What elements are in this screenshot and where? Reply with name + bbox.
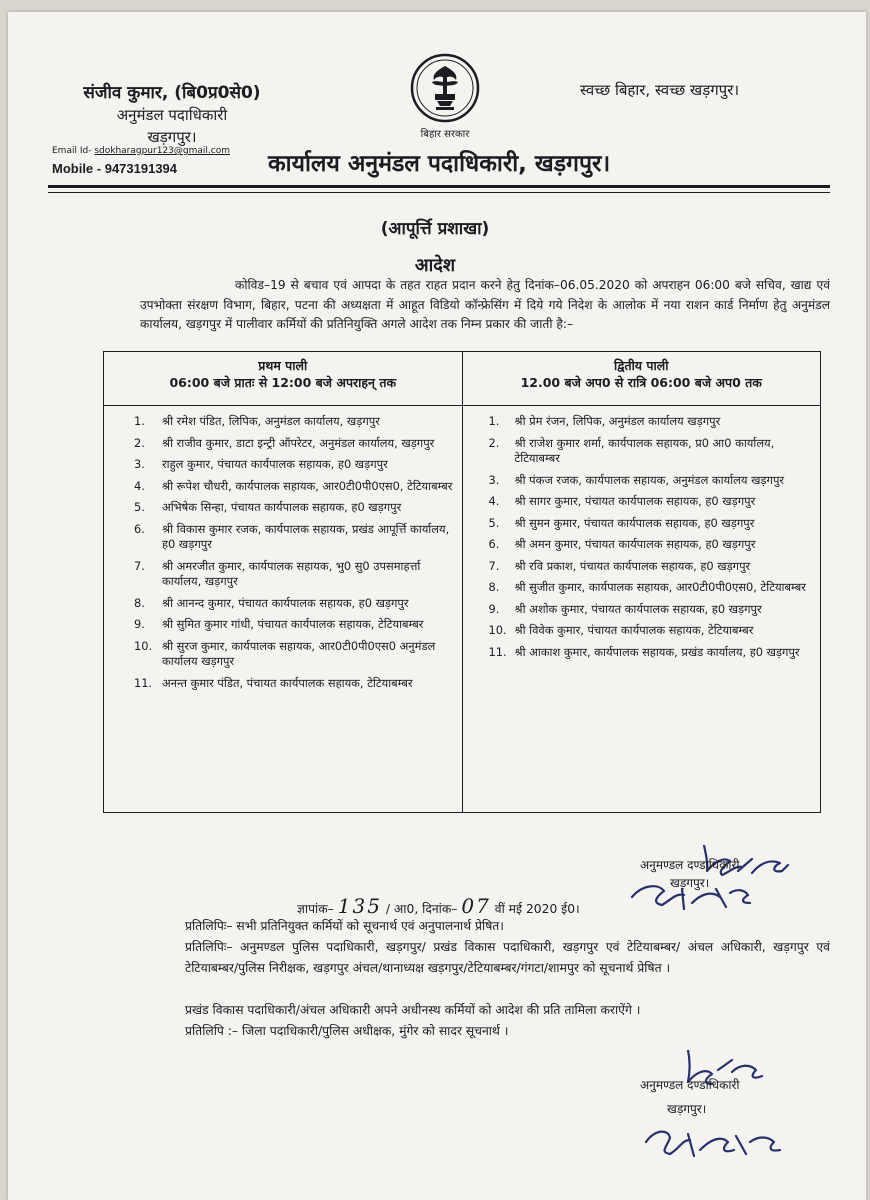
staff-number: 2.: [134, 435, 145, 450]
intro-paragraph: [140, 276, 830, 335]
staff-number: 7.: [134, 558, 145, 573]
office-title: कार्यालय अनुमंडल पदाधिकारी, खड़गपुर।: [268, 151, 611, 177]
memo-suffix: वीं मई 2020 ई0।: [494, 902, 580, 916]
staff-text: श्री सुमन कुमार, पंचायत कार्यपालक सहायक, ह0 खड़गपुर: [514, 515, 755, 530]
second-shift-title: द्वितीय पाली: [614, 358, 669, 373]
staff-item: [104, 414, 462, 430]
staff-text: श्री सुजीत कुमार, कार्यपालक सहायक, आर0टी0पी0एस0, टेटियाबम्बर: [514, 580, 806, 594]
staff-item: [104, 522, 462, 553]
staff-number: 9.: [134, 617, 145, 631]
first-shift-staff: [104, 406, 463, 813]
officer-block: [52, 80, 292, 147]
staff-item: [463, 580, 821, 596]
staff-number: 1.: [134, 414, 145, 428]
staff-item: [104, 639, 462, 670]
staff-item: [463, 559, 821, 575]
first-shift-list: [104, 414, 462, 691]
staff-text: श्री सुरज कुमार, कार्यपालक सहायक, आर0टी0पी0एस0 अनुमंडल कार्यालय खड़गपुर: [162, 638, 436, 668]
copy-line-4: प्रतिलिपि :– जिला पदाधिकारी/पुलिस अधीक्षक, मुंगेर को सादर सूचनार्थ ।: [185, 1024, 509, 1038]
staff-text: श्री रमेश पंडित, लिपिक, अनुमंडल कार्यालय, खड़गपुर: [162, 414, 380, 428]
first-shift-header: [104, 352, 463, 406]
memo-mid: / आ0, दिनांक–: [385, 902, 458, 916]
staff-item: [104, 617, 462, 633]
staff-text: अभिषेक सिन्हा, पंचायत कार्यपालक सहायक, ह0 खड़गपुर: [162, 500, 402, 514]
slogan: स्वच्छ बिहार, स्वच्छ खड़गपुर।: [580, 81, 740, 99]
staff-text: राहुल कुमार, पंचायत कार्यपालक सहायक, ह0 खड़गपुर: [162, 457, 388, 471]
officer-place: खड़गपुर।: [147, 128, 197, 146]
staff-number: 8.: [488, 580, 500, 594]
officer-designation: अनुमंडल पदाधिकारी: [116, 106, 228, 124]
staff-item: [104, 479, 462, 495]
staff-number: 1.: [488, 414, 500, 428]
email-address: sdokharagpur123@gmail.com: [94, 146, 230, 156]
signatory-designation-1: अनुमण्डल दण्डाधिकारी: [640, 858, 740, 872]
staff-number: 10.: [134, 638, 153, 653]
staff-number: 4.: [134, 478, 145, 493]
signatory-designation-2: अनुमण्डल दण्डाधिकारी: [640, 1078, 740, 1092]
staff-number: 3.: [134, 457, 145, 471]
memo-number: 135: [337, 894, 382, 918]
staff-item: [463, 537, 821, 553]
staff-text: श्री विकास कुमार रजक, कार्यपालक सहायक, प्रखंड आपूर्त्ति कार्यालय, ह0 खड़गपुर: [162, 521, 450, 551]
copy-line-1: प्रतिलिपिः– सभी प्रतिनियुक्त कर्मियों को सूचनार्थ एवं अनुपालनार्थ प्रेषित।: [185, 919, 504, 933]
staff-text: श्री अशोक कुमार, पंचायत कार्यपालक सहायक, ह0 खड़गपुर: [514, 601, 762, 616]
shift-table: [103, 351, 821, 813]
staff-number: 3.: [488, 472, 500, 487]
staff-text: श्री सुमित कुमार गांधी, पंचायत कार्यपालक सहायक, टेटियाबम्बर: [162, 617, 424, 631]
staff-number: 11.: [488, 644, 507, 659]
email-label: Email Id-: [52, 146, 92, 156]
staff-text: श्री सागर कुमार, पंचायत कार्यपालक सहायक, ह0 खड़गपुर: [514, 494, 756, 508]
second-shift-header: [462, 352, 821, 406]
staff-item: [104, 559, 462, 590]
staff-number: 8.: [134, 595, 145, 610]
staff-text: श्री विवेक कुमार, पंचायत कार्यपालक सहायक, टेटियाबम्बर: [514, 623, 754, 637]
intro-text: कोविड–19 से बचाव एवं आपदा के तहत राहत प्रदान करने हेतु दिनांक–06.05.2020 को अपराहन 06:00 बजे सचिव, खाद्य एवं उपभोक्ता संरक्षण विभाग, बिहार, पटना की अध्यक्षता में आहूत विडियो कॉन्फ्रेसिंग में दिये गये निदेश के आलोक में नया राशन कार्ड निर्माण हेतु अनुमंडल कार्यालय, खड़गपुर में पालीवार कर्मियों की प्रतिनियुक्ति अगले आदेश तक निम्न प्रकार की जाती है:–: [140, 278, 830, 331]
copy-line-2: प्रतिलिपिः– अनुमण्डल पुलिस पदाधिकारी, खड़गपुर/ प्रखंड विकास पदाधिकारी, खड़गपुर एवं टेटियाबम्बर/ अंचल अधिकारी, खड़गपुर एवं टेटियाबम्बर/पुलिस निरीक्षक, खड़गपुर अंचल/थानाध्यक्ष खड़गपुर/टेटियाबम्बर/गंगटा/शामपुर को सूचनार्थ प्रेषित ।: [185, 940, 830, 975]
staff-text: श्री अमन कुमार, पंचायत कार्यपालक सहायक, ह0 खड़गपुर: [514, 537, 756, 551]
staff-item: [463, 602, 821, 618]
staff-text: श्री रवि प्रकाश, पंचायत कार्यपालक सहायक, ह0 खड़गपुर: [514, 558, 751, 573]
staff-number: 11.: [134, 675, 153, 690]
officer-name: संजीव कुमार, (बि0प्र0से0): [83, 83, 261, 103]
first-shift-time: 06:00 बजे प्रातः से 12:00 बजे अपराहन् तक: [169, 375, 397, 390]
staff-item: [104, 457, 462, 473]
emblem-caption: बिहार सरकार: [420, 129, 470, 140]
staff-number: 6.: [134, 521, 145, 536]
header-divider-thin: [48, 192, 830, 193]
staff-text: श्री आकाश कुमार, कार्यपालक सहायक, प्रखंड कार्यालय, ह0 खड़गपुर: [514, 644, 800, 659]
staff-item: [104, 500, 462, 516]
staff-item: [463, 623, 821, 639]
staff-text: श्री पंकज रजक, कार्यपालक सहायक, अनुमंडल कार्यालय खड़गपुर: [514, 472, 785, 487]
first-shift-title: प्रथम पाली: [258, 358, 308, 373]
staff-number: 7.: [488, 558, 500, 573]
staff-item: [463, 436, 821, 467]
staff-text: श्री राजेश कुमार शर्मा, कार्यपालक सहायक, प्र0 आ0 कार्यालय, टेटियाबम्बर: [514, 435, 775, 465]
staff-text: अनन्त कुमार पंडित, पंचायत कार्यपालक सहायक, टेटियाबम्बर: [162, 675, 413, 690]
staff-number: 5.: [488, 515, 500, 530]
second-shift-list: [463, 414, 821, 660]
second-shift-time: 12.00 बजे अप0 से रात्रि 06:00 बजे अप0 तक: [520, 375, 762, 390]
branch-title: (आपूर्त्ति प्रशाखा): [380, 219, 490, 239]
staff-number: 9.: [488, 601, 500, 616]
staff-text: श्री रूपेश चौधरी, कार्यपालक सहायक, आर0टी0पी0एस0, टेटियाबम्बर: [162, 478, 453, 493]
email-line: [52, 146, 230, 156]
memo-prefix: ज्ञापांक–: [297, 902, 334, 916]
staff-item: [463, 494, 821, 510]
memo-day: 07: [461, 894, 491, 918]
copy-line-3: प्रखंड विकास पदाधिकारी/अंचल अधिकारी अपने अधीनस्थ कर्मियों को आदेश की प्रति तामिला कराऐंगे ।: [185, 1003, 641, 1017]
bihar-emblem-icon: [410, 52, 480, 124]
staff-item: [104, 596, 462, 612]
signatory-place-2: खड़गपुर।: [667, 1102, 707, 1116]
staff-item: [463, 414, 821, 430]
staff-text: श्री आनन्द कुमार, पंचायत कार्यपालक सहायक, ह0 खड़गपुर: [162, 595, 409, 610]
order-title: आदेश: [414, 255, 456, 276]
staff-number: 10.: [488, 623, 507, 637]
staff-text: श्री प्रेम रंजन, लिपिक, अनुमंडल कार्यालय खड़गपुर: [514, 414, 721, 428]
second-shift-staff: [462, 406, 821, 813]
staff-item: [104, 676, 462, 692]
staff-text: श्री राजीव कुमार, डाटा इन्ट्री ऑपरेटर, अनुमंडल कार्यालय, खड़गपुर: [162, 435, 435, 450]
staff-number: 4.: [488, 494, 500, 508]
staff-item: [463, 516, 821, 532]
mobile-number: Mobile - 9473191394: [52, 161, 178, 176]
memo-line: [297, 894, 580, 918]
header-divider-thick: [48, 185, 830, 188]
staff-text: श्री अमरजीत कुमार, कार्यपालक सहायक, भु0 सु0 उपसमाहर्त्ता कार्यालय, खड़गपुर: [162, 558, 421, 588]
signatory-place-1: खड़गपुर।: [670, 876, 710, 890]
signature-bottom-icon: [640, 1050, 800, 1160]
staff-number: 5.: [134, 500, 145, 514]
staff-item: [463, 473, 821, 489]
staff-item: [463, 645, 821, 661]
staff-number: 6.: [488, 537, 500, 551]
staff-number: 2.: [488, 435, 500, 450]
staff-item: [104, 436, 462, 452]
